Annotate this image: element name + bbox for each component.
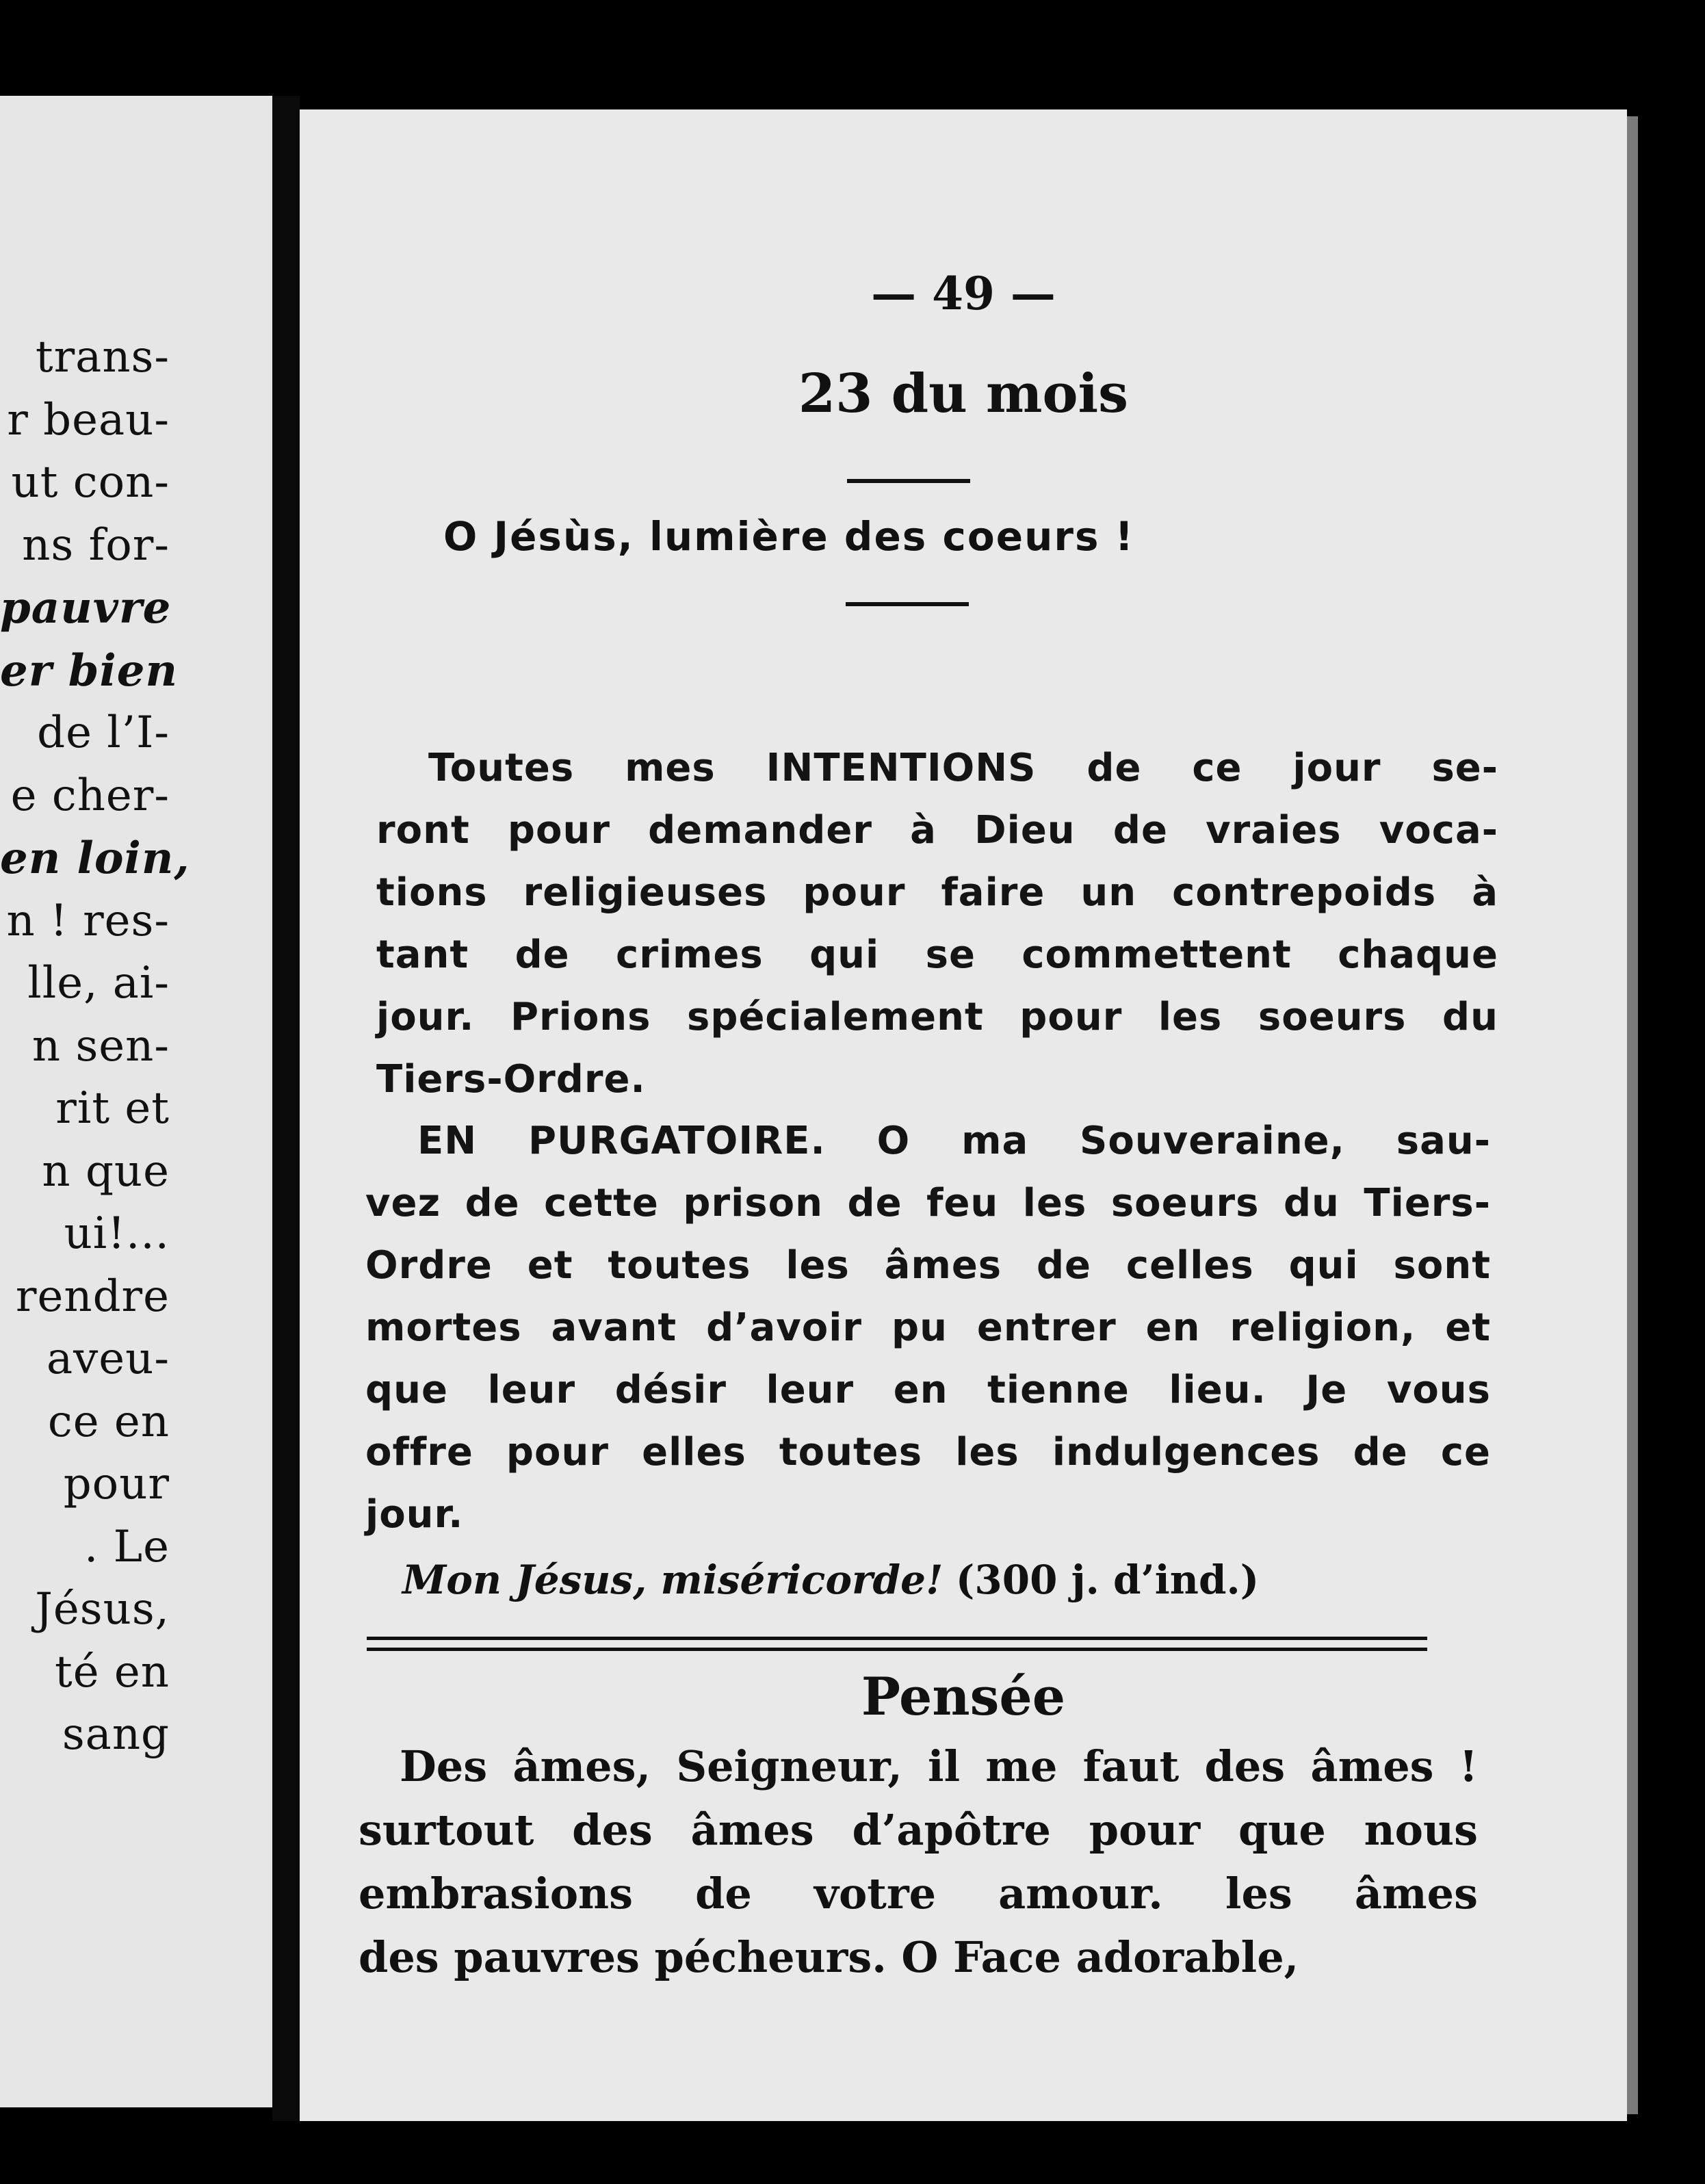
short-divider-bottom xyxy=(846,602,969,606)
left-page-line: r beau- xyxy=(7,394,170,445)
left-page-line: rendre xyxy=(15,1271,170,1322)
left-page-line: ut con- xyxy=(11,457,170,508)
left-page-line: n que xyxy=(42,1145,170,1197)
left-page-fragment xyxy=(0,96,272,2107)
page-edge xyxy=(1627,116,1638,2114)
left-page-line: ce en xyxy=(47,1396,170,1447)
left-page-line: pauvre xyxy=(0,582,172,634)
purgatory-line: jour. xyxy=(365,1492,464,1537)
day-title: 23 du mois xyxy=(798,363,1129,425)
thought-line: surtout des âmes d’apôtre pour que nous xyxy=(359,1805,1478,1855)
left-page-line: de l’I- xyxy=(37,707,170,758)
left-page-line: ui!... xyxy=(64,1208,170,1259)
short-divider-top xyxy=(847,479,970,483)
left-page-line: er bien xyxy=(0,645,179,697)
left-page-line: trans- xyxy=(35,332,170,382)
intentions-line: tions religieuses pour faire un contrepoids à xyxy=(376,870,1498,915)
purgatory-line: que leur désir leur en tienne lieu. Je vous xyxy=(365,1368,1491,1412)
purgatory-line: mortes avant d’avoir pu entrer en religion, et xyxy=(365,1305,1491,1350)
thought-line: Des âmes, Seigneur, il me faut des âmes ! xyxy=(400,1741,1478,1791)
ejaculation-prayer: Mon Jésus, miséricorde! xyxy=(402,1557,943,1603)
left-page-line: aveu- xyxy=(46,1334,170,1384)
left-page-line: Jésus, xyxy=(35,1584,170,1635)
left-page-line: en loin, xyxy=(0,833,190,884)
left-page-line: ns for- xyxy=(22,519,170,571)
left-page-line: lle, ai- xyxy=(27,958,170,1009)
book-gutter xyxy=(272,96,300,2121)
ejaculation-line xyxy=(402,1557,1600,1603)
thought-line: embrasions de votre amour. les âmes xyxy=(359,1869,1478,1919)
double-rule-top xyxy=(367,1637,1427,1640)
left-page-line: n sen- xyxy=(31,1020,170,1071)
invocation: O Jésùs, lumière des coeurs ! xyxy=(443,513,1135,560)
intentions-line: tant de crimes qui se commettent chaque xyxy=(376,933,1498,977)
left-page-line: sang xyxy=(62,1709,170,1760)
left-page-line: e cher- xyxy=(10,770,170,821)
left-page-line: rit et xyxy=(55,1083,170,1134)
intentions-line: Toutes mes INTENTIONS de ce jour se- xyxy=(428,746,1498,790)
double-rule-bottom xyxy=(367,1648,1427,1651)
thought-line: des pauvres pécheurs. O Face adorable, xyxy=(359,1932,1299,1982)
left-page-line: té en xyxy=(54,1646,170,1698)
intentions-line: ront pour demander à Dieu de vraies voca- xyxy=(376,808,1498,853)
left-page-line: n ! res- xyxy=(6,895,170,946)
left-page-line: pour xyxy=(63,1459,170,1509)
purgatory-line: Ordre et toutes les âmes de celles qui sont xyxy=(365,1243,1491,1288)
intentions-line: Tiers-Ordre. xyxy=(376,1057,646,1102)
purgatory-line: offre pour elles toutes les indulgences de ce xyxy=(365,1430,1491,1474)
thought-title: Pensée xyxy=(861,1666,1066,1727)
page-number: — 49 — xyxy=(871,267,1056,320)
left-page-line: . Le xyxy=(83,1521,170,1572)
indulgence-note: (300 j. d’ind.) xyxy=(955,1557,1260,1603)
purgatory-line: vez de cette prison de feu les soeurs du Tiers- xyxy=(365,1181,1491,1225)
purgatory-line: EN PURGATOIRE. O ma Souveraine, sau- xyxy=(417,1119,1491,1163)
right-page xyxy=(300,109,1627,2121)
intentions-line: jour. Prions spécialement pour les soeurs du xyxy=(376,995,1498,1039)
